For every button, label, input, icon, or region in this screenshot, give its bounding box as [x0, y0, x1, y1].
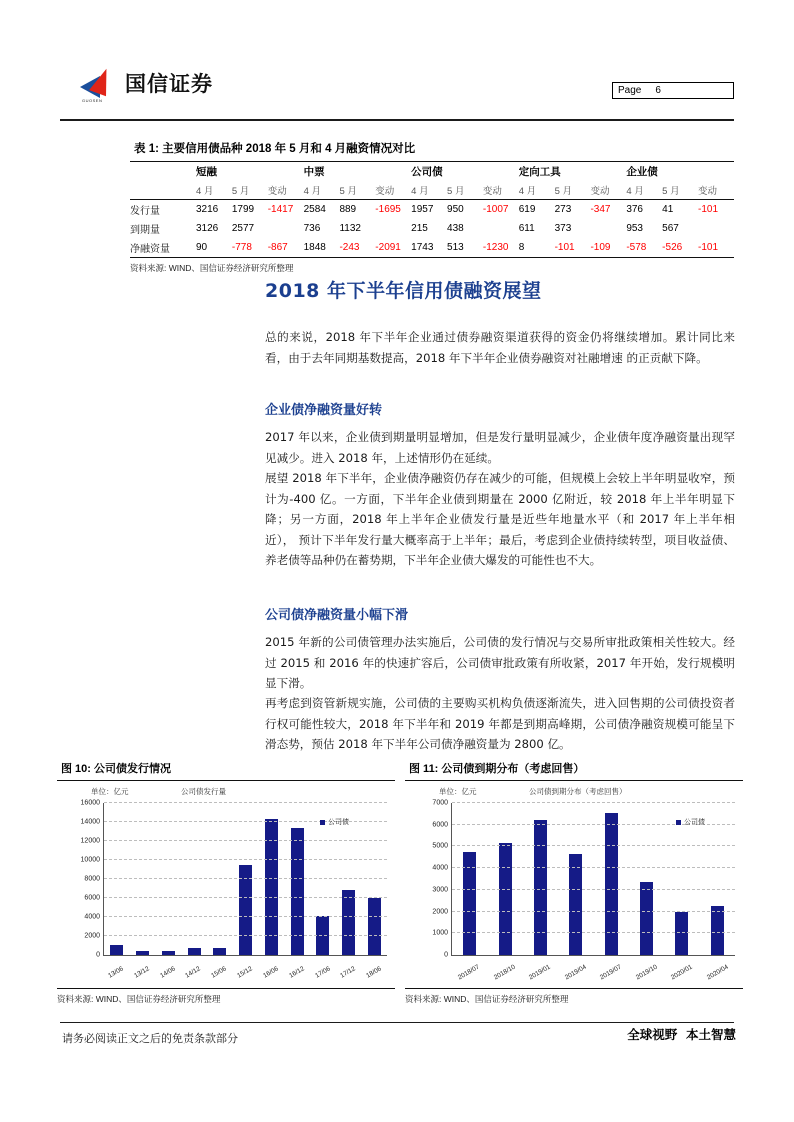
page-header	[60, 60, 734, 112]
bar-column	[284, 803, 310, 955]
cell-1-0: 3126	[196, 223, 219, 234]
gridline	[84, 913, 387, 921]
page-number-box	[612, 82, 734, 99]
logo-mark-icon	[80, 68, 118, 103]
gridline	[80, 837, 387, 845]
bar-column	[233, 803, 259, 955]
bar-column	[130, 803, 156, 955]
table-row	[130, 238, 734, 258]
table-sub-header-row	[130, 181, 734, 200]
x-tick-label: 13/06	[107, 965, 125, 980]
x-tick-label: 2018/10	[492, 963, 517, 982]
bar-column	[258, 803, 284, 955]
table-1-title: 表 1: 主要信用债品种 2018 年 5 月和 4 月融资情况对比	[130, 136, 734, 162]
cell-1-4: 1132	[339, 223, 361, 234]
figure-10-unit: 单位：亿元	[91, 787, 129, 796]
legend-swatch-icon	[320, 820, 325, 825]
section-heading-2: 公司债净融资量小幅下滑	[265, 608, 409, 623]
cell-1-1: 2577	[231, 223, 255, 234]
cell-2-6: 1743	[411, 242, 434, 253]
gridline	[84, 875, 387, 883]
cell-1-7: 438	[447, 223, 464, 234]
page-number: 6	[655, 85, 661, 96]
page-title: 2018 年下半年信用债融资展望	[265, 280, 542, 302]
footer-divider	[60, 1022, 734, 1023]
y-tick-label: 7000	[432, 799, 448, 807]
x-tick-label: 2019/10	[634, 963, 659, 982]
y-tick-label: 2000	[84, 932, 100, 940]
y-tick-label: 14000	[80, 818, 100, 826]
logo-pinyin: GUOSEN	[82, 98, 103, 103]
x-tick-label: 2019/01	[527, 963, 552, 982]
header-divider	[60, 119, 734, 121]
x-tick-label: 13/12	[132, 965, 151, 980]
sub-header-2-1: 5 月	[447, 186, 465, 197]
group-header-3: 定向工具	[518, 166, 561, 178]
cell-0-0: 3216	[196, 204, 219, 215]
figure-11-chart	[405, 781, 743, 986]
x-tick-label: 2020/01	[669, 963, 694, 982]
table-corner-cell	[130, 162, 196, 181]
footer-slogan-line2: 本土智慧	[685, 1027, 736, 1042]
cell-0-9: 619	[518, 204, 536, 215]
table-1	[130, 162, 734, 258]
cell-0-10: 273	[554, 204, 572, 215]
logo-company-name: 国信证券	[125, 72, 213, 96]
sub-header-4-1: 5 月	[662, 186, 680, 197]
y-tick-label: 10000	[80, 856, 100, 864]
sub-header-3-1: 5 月	[554, 186, 573, 197]
figure-10-title: 图 10: 公司债发行情况	[57, 757, 395, 781]
cell-2-14: -101	[698, 242, 719, 253]
bar	[136, 951, 149, 955]
gridline	[432, 799, 735, 807]
cell-0-6: 1957	[411, 204, 434, 215]
sub-header-4-0: 4 月	[626, 186, 644, 197]
bar	[640, 882, 653, 955]
bar-column	[155, 803, 181, 955]
y-tick-label: 1000	[432, 929, 448, 937]
cell-0-3: 2584	[303, 204, 326, 215]
cell-1-14	[698, 219, 734, 238]
x-tick-label: 2020/04	[705, 963, 730, 982]
bar	[569, 854, 582, 955]
gridline	[80, 799, 387, 807]
x-tick-label: 2019/07	[598, 963, 623, 982]
x-tick-label: 14/12	[184, 965, 203, 980]
footer-slogan-line1: 全球视野	[627, 1027, 678, 1042]
bar	[110, 945, 123, 955]
bar	[368, 898, 381, 955]
table-row	[130, 200, 734, 220]
legend-swatch-icon	[676, 820, 681, 825]
x-tick-label: 17/06	[313, 965, 332, 980]
gridline	[432, 908, 735, 916]
figure-10-chart-title: 公司债发行量	[181, 787, 226, 796]
cell-2-5: -2091	[375, 242, 401, 253]
bar	[342, 890, 355, 955]
cell-0-2: -1417	[267, 204, 294, 215]
sub-header-4-2: 变动	[698, 186, 718, 197]
table-1-source: 资料来源: WIND、国信证券经济研究所整理	[130, 263, 294, 273]
sub-header-3-0: 4 月	[518, 186, 537, 197]
cell-0-11: -347	[590, 204, 611, 215]
gridline	[84, 894, 387, 902]
cell-0-7: 950	[447, 204, 464, 215]
sub-header-0-0: 4 月	[196, 186, 214, 197]
cell-2-1: -778	[231, 242, 252, 253]
group-header-4: 企业债	[626, 166, 658, 178]
cell-1-6: 215	[411, 223, 428, 234]
section-2-paragraph-2: 再考虑到资管新规实施，公司债的主要购买机构负债逐渐流失，进入回售期的公司债投资者行权可能性较大，2018 年下半年和 2019 年都是到期高峰期，公司债净融资规模可能呈下滑态势，预估 2018 年下半年公司债净融资量为 2800 亿。	[265, 696, 735, 751]
y-tick-label: 6000	[84, 894, 100, 902]
cell-1-5	[375, 219, 411, 238]
y-tick-label: 5000	[432, 842, 448, 850]
gridline	[432, 929, 735, 937]
legend-label: 公司债	[328, 819, 349, 826]
sub-corner-cell	[130, 181, 196, 200]
company-logo	[80, 68, 213, 103]
cell-1-8	[483, 219, 519, 238]
bar-column	[361, 803, 387, 955]
figure-11-chart-title: 公司债到期分布（考虑回售）	[529, 787, 627, 796]
figure-11-title: 图 11: 公司债到期分布（考虑回售）	[405, 757, 743, 781]
y-tick-label: 0	[444, 951, 448, 959]
figure-11-legend	[676, 817, 705, 827]
cell-2-8: -1230	[482, 242, 509, 253]
page-label: Page	[618, 85, 642, 96]
table-row	[130, 219, 734, 238]
x-tick-label: 2019/04	[563, 963, 588, 982]
bar-column	[207, 803, 233, 955]
gridline	[432, 864, 735, 872]
group-header-0: 短融	[196, 166, 217, 178]
cell-2-10: -101	[554, 242, 575, 253]
figure-10-legend	[320, 817, 349, 827]
row-label-2: 净融资量	[130, 244, 170, 255]
y-tick-label: 2000	[432, 908, 448, 916]
sub-header-2-0: 4 月	[411, 186, 429, 197]
y-tick-label: 4000	[432, 864, 448, 872]
table-group-header-row	[130, 162, 734, 181]
y-tick-label: 8000	[84, 875, 100, 883]
cell-0-5: -1695	[375, 204, 401, 215]
figure-11	[405, 757, 743, 1005]
cell-0-1: 1799	[231, 204, 255, 215]
intro-paragraph: 总的来说，2018 年下半年企业通过债券融资渠道获得的资金仍将继续增加。累计同比来看，由于去年同期基数提高，2018 年下半年企业债券融资对社融增速 的正贡献下降。	[265, 330, 735, 365]
x-tick-label: 18/06	[365, 965, 383, 980]
cell-2-7: 513	[447, 242, 464, 253]
footer-disclaimer: 请务必阅读正文之后的免责条款部分	[62, 1032, 238, 1045]
y-tick-label: 4000	[84, 913, 100, 921]
bar	[213, 948, 226, 955]
y-tick-label: 6000	[432, 821, 448, 829]
cell-0-14: -101	[698, 204, 719, 215]
cell-0-13: 41	[662, 204, 674, 215]
group-header-2: 公司债	[411, 166, 443, 178]
figure-10-x-labels	[103, 965, 387, 980]
cell-2-13: -526	[662, 242, 683, 253]
cell-1-9: 611	[518, 223, 535, 234]
sub-header-1-0: 4 月	[303, 186, 322, 197]
section-1-paragraph-2: 展望 2018 年下半年，企业债净融资仍存在减少的可能，但规模上会较上半年明显收窄，预计为-400 亿。一方面，下半年企业债到期量在 2000 亿附近，较 2018 年上半年明显下降；另一方面，2018 年上半年企业债发行量是近些年地量水平（和 2017 年上半年相近）， 预计下半年发行量大概率高于上半年；最后，考虑到企业债持续转型，项目收益债、养老债等品种仍在蓄势期，下半年企业债大爆发的可能性也不大。	[265, 471, 735, 567]
cell-1-11	[590, 219, 626, 238]
sub-header-0-1: 5 月	[231, 186, 250, 197]
cell-1-3: 736	[303, 223, 321, 234]
figure-10-chart	[57, 781, 395, 986]
x-tick-label: 15/12	[236, 965, 254, 980]
gridline	[84, 932, 387, 940]
cell-2-3: 1848	[303, 242, 326, 253]
sub-header-3-2: 变动	[590, 186, 610, 197]
cell-2-12: -578	[626, 242, 647, 253]
cell-0-4: 889	[339, 204, 357, 215]
cell-2-0: 90	[196, 242, 208, 253]
cell-1-12: 953	[626, 223, 643, 234]
cell-1-2	[268, 219, 304, 238]
figure-11-unit: 单位：亿元	[439, 787, 477, 796]
figure-10	[57, 757, 395, 1005]
figure-11-x-labels	[451, 963, 735, 982]
cell-2-4: -243	[339, 242, 360, 253]
cell-0-8: -1007	[482, 204, 509, 215]
x-tick-label: 16/06	[261, 965, 280, 980]
bar	[711, 906, 724, 955]
cell-2-9: 8	[518, 242, 525, 253]
gridline	[80, 856, 387, 864]
section-1-paragraph-1: 2017 年以来，企业债到期量明显增加，但是发行量明显减少，企业债年度净融资量出现罕见减少。进入 2018 年，上述情形仍在延续。	[265, 430, 735, 465]
y-tick-label: 0	[96, 951, 100, 959]
section-heading-1: 企业债净融资量好转	[265, 403, 383, 418]
sub-header-0-2: 变动	[267, 186, 287, 197]
bar	[499, 843, 512, 955]
cell-2-11: -109	[590, 242, 611, 253]
row-label-1: 到期量	[130, 225, 160, 236]
y-tick-label: 3000	[432, 886, 448, 894]
x-tick-label: 16/12	[287, 965, 306, 980]
bar-column	[104, 803, 130, 955]
cell-1-10: 373	[554, 223, 572, 234]
figure-10-source: 资料来源: WIND、国信证券经济研究所整理	[57, 988, 395, 1005]
x-tick-label: 14/06	[158, 965, 177, 980]
cell-2-2: -867	[267, 242, 288, 253]
sub-header-2-2: 变动	[482, 186, 502, 197]
sub-header-1-2: 变动	[375, 186, 395, 197]
sub-header-1-1: 5 月	[339, 186, 357, 197]
group-header-1: 中票	[303, 166, 325, 178]
y-tick-label: 16000	[80, 799, 100, 807]
gridline	[432, 842, 735, 850]
row-label-0: 发行量	[130, 206, 160, 217]
figure-11-source: 资料来源: WIND、国信证券经济研究所整理	[405, 988, 743, 1005]
gridline	[432, 886, 735, 894]
legend-label: 公司债	[684, 819, 705, 826]
bar	[534, 820, 547, 955]
x-tick-label: 15/06	[210, 965, 228, 980]
x-tick-label: 2018/07	[456, 963, 481, 982]
table-1-block	[130, 136, 734, 274]
bar	[188, 948, 201, 955]
cell-0-12: 376	[626, 204, 643, 215]
cell-1-13: 567	[662, 223, 679, 234]
footer-slogan	[627, 1028, 736, 1041]
section-2-paragraph-1: 2015 年新的公司债管理办法实施后，公司债的发行情况与交易所审批政策相关性较大。经过 2015 和 2016 年的快速扩容后，公司债审批政策有所收紧，2017 年开始，发行规模明显下滑。	[265, 635, 735, 690]
y-tick-label: 12000	[80, 837, 100, 845]
bar	[605, 813, 618, 955]
bar	[162, 951, 175, 955]
bar-column	[181, 803, 207, 955]
x-tick-label: 17/12	[339, 965, 358, 980]
